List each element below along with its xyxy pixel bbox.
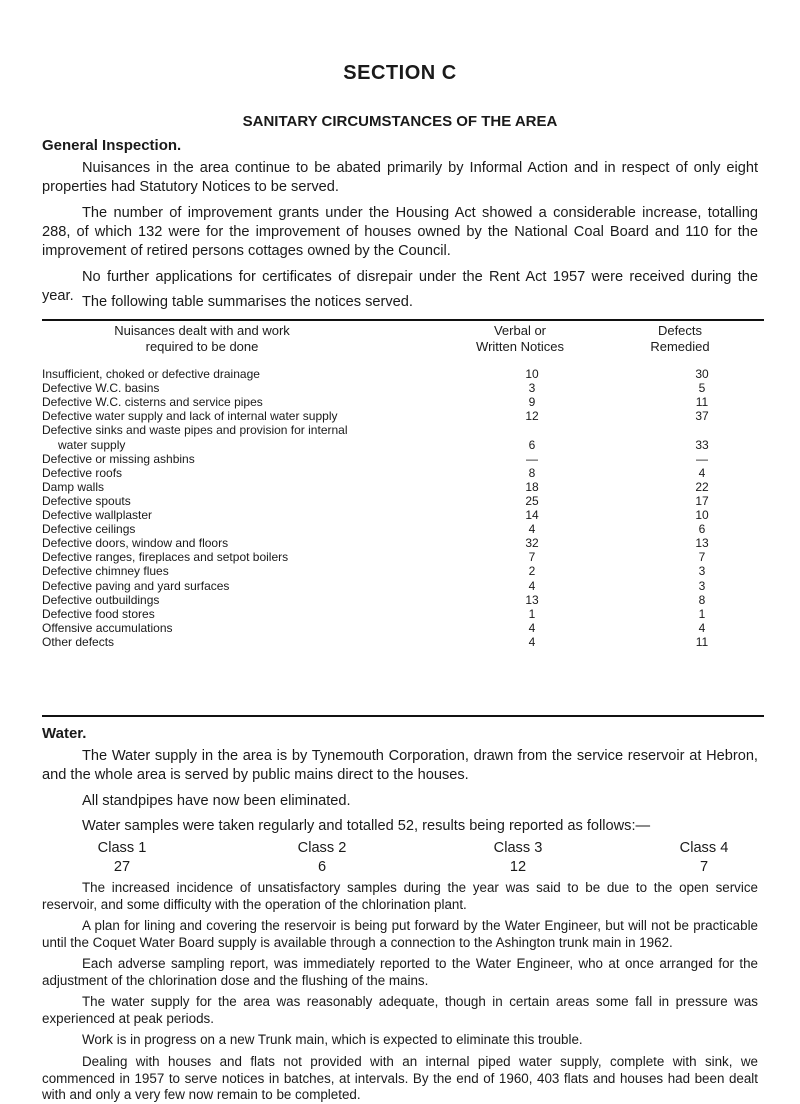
verbal-notices-value: 13: [525, 592, 539, 607]
row-label-cell: [42, 635, 450, 649]
verbal-notices-value: 3: [528, 381, 536, 396]
defects-remedied-value: 7: [698, 550, 706, 565]
table-row: [42, 452, 764, 466]
defects-remedied-value: —: [696, 451, 708, 466]
row-label: Defective chimney flues: [42, 564, 172, 578]
row-label: Defective ceilings: [42, 522, 138, 536]
class-1-label: Class 1: [97, 840, 147, 856]
defects-remedied-value: 4: [698, 620, 706, 635]
verbal-notices-value: 9: [528, 395, 536, 410]
verbal-notices-value: 6: [528, 437, 536, 452]
row-label: Offensive accumulations: [42, 621, 176, 635]
row-label: Other defects: [42, 635, 117, 649]
defects-remedied-value: 1: [698, 606, 706, 621]
header-line: Verbal or: [493, 323, 547, 338]
class-2-value: 6: [317, 859, 327, 875]
row-label-cell: [42, 494, 450, 508]
row-label: Defective water supply and lack of internal water supply: [42, 409, 340, 423]
class-3-label: Class 3: [493, 840, 543, 856]
row-label: Defective W.C. basins: [42, 381, 162, 395]
defects-remedied-value: 11: [695, 634, 709, 649]
water-paragraph-5: A plan for lining and covering the reservoir is being put forward by the Water Engineer, but will not be practicable until the Coquet Water Board supply is available through a connection to the Ashington trunk main in 1962.: [42, 918, 758, 950]
header-line: Defects: [657, 323, 703, 338]
row-label-cell: [42, 452, 450, 466]
table-row: [42, 466, 764, 480]
row-label: water supply: [42, 438, 128, 452]
defects-remedied-value: 3: [698, 564, 706, 579]
verbal-notices-value: 4: [528, 634, 536, 649]
class-4-label: Class 4: [679, 840, 729, 856]
row-label: Defective outbuildings: [42, 593, 162, 607]
water-paragraph-9: Dealing with houses and flats not provided with an internal piped water supply, complete with sink, we commenced in 1957 to serve notices in batches, at intervals. By the end of 1960, 403 flats and houses had been dealt with and only a very few now remain to be completed.: [42, 1054, 758, 1102]
row-label: Defective roofs: [42, 466, 125, 480]
table-row: [42, 367, 764, 381]
header-line: Remedied: [650, 339, 710, 354]
verbal-notices-value: 4: [528, 578, 536, 593]
class-1-value: 27: [113, 859, 131, 875]
row-label: Defective sinks and waste pipes and provision for internal: [42, 423, 351, 437]
row-label: Defective spouts: [42, 494, 134, 508]
table-row: [42, 593, 764, 607]
general-paragraph-3: No further applications for certificates of disrepair under the Rent Act 1957 were received during the year.: [42, 269, 758, 304]
verbal-notices-value: 4: [528, 620, 536, 635]
water-paragraph-8: Work is in progress on a new Trunk main, which is expected to eliminate this trouble.: [82, 1032, 583, 1047]
table-row: [42, 480, 764, 494]
row-label-cell: [42, 607, 450, 621]
header-line: Written Notices: [476, 339, 564, 354]
water-paragraph-6: Each adverse sampling report, was immediately reported to the Water Engineer, who at once arranged for the adjustment of the chlorination dose and the flushing of the mains.: [42, 956, 758, 988]
defects-remedied-value: 3: [698, 578, 706, 593]
row-label: Defective paving and yard surfaces: [42, 579, 232, 593]
verbal-notices-value: 1: [528, 606, 536, 621]
defects-remedied-value: 30: [695, 367, 709, 381]
row-label: Damp walls: [42, 480, 107, 494]
table-top-rule: [42, 319, 764, 321]
row-label-cell: [42, 522, 450, 536]
row-label: Defective food stores: [42, 607, 158, 621]
section-title: SECTION C: [343, 62, 457, 84]
row-label-cell: [42, 579, 450, 593]
verbal-notices-value: 10: [525, 367, 539, 381]
table-row: [42, 423, 764, 437]
defects-remedied-value: 4: [698, 465, 706, 480]
table-row: [42, 621, 764, 635]
defects-remedied-value: 11: [695, 395, 709, 410]
water-heading: Water.: [42, 725, 87, 742]
defects-remedied-value: 33: [695, 437, 709, 452]
table-row: [42, 635, 764, 649]
header-line: required to be done: [145, 339, 259, 354]
table-row: [42, 579, 764, 593]
row-label-cell: [42, 438, 450, 452]
table-row: [42, 564, 764, 578]
row-label-cell: [42, 409, 450, 423]
verbal-notices-value: 12: [525, 409, 539, 424]
table-row: [42, 395, 764, 409]
general-paragraph-2: The number of improvement grants under the Housing Act showed a considerable increase, totalling 288, of which 132 were for the improvement of houses owned by the National Coal Board and 110 for the improvement of retired persons cottages owned by the Council.: [42, 205, 758, 259]
table-row: [42, 607, 764, 621]
row-label: Defective W.C. cisterns and service pipes: [42, 395, 266, 409]
row-label-cell: [42, 550, 450, 564]
table-header-nuisances: [52, 323, 352, 355]
defects-remedied-value: 6: [698, 522, 706, 537]
general-paragraph-1: Nuisances in the area continue to be abated primarily by Informal Action and in respect of only eight properties had Statutory Notices to be served.: [42, 160, 758, 195]
table-bottom-rule: [42, 715, 764, 717]
defects-remedied-value: 37: [695, 409, 709, 424]
water-paragraph-1: The Water supply in the area is by Tynemouth Corporation, drawn from the service reservoir at Hebron, and the whole area is served by public mains direct to the houses.: [42, 748, 758, 783]
class-2-label: Class 2: [297, 840, 347, 856]
table-header-remedied: [610, 323, 750, 355]
defects-remedied-value: 10: [695, 508, 709, 522]
verbal-notices-value: 25: [525, 493, 539, 508]
verbal-notices-value: 8: [528, 465, 536, 480]
water-paragraph-4: The increased incidence of unsatisfactory samples during the year was said to be due to the open service reservoir, and some difficulty with the operation of the chlorination plant.: [42, 880, 758, 912]
table-row: [42, 550, 764, 564]
defects-remedied-value: 8: [698, 592, 706, 607]
verbal-notices-value: 18: [525, 479, 539, 494]
row-label-cell: [42, 621, 450, 635]
defects-remedied-value: 22: [695, 479, 709, 494]
verbal-notices-value: —: [526, 451, 538, 466]
table-row: [42, 381, 764, 395]
verbal-notices-value: 7: [528, 550, 536, 565]
defects-remedied-value: 13: [695, 536, 709, 551]
table-row: [42, 536, 764, 550]
water-paragraph-7: The water supply for the area was reasonably adequate, though in certain areas some fall in pressure was experienced at peak periods.: [42, 994, 758, 1026]
row-label: Defective ranges, fireplaces and setpot boilers: [42, 550, 291, 564]
verbal-notices-value: 14: [525, 508, 539, 522]
row-label-cell: [42, 381, 450, 395]
water-class-results: [42, 840, 758, 880]
header-line: Nuisances dealt with and work: [114, 323, 290, 338]
verbal-notices-value: 32: [525, 536, 539, 551]
general-paragraph-4: The following table summarises the notices served.: [82, 294, 413, 310]
row-label-cell: [42, 423, 450, 437]
row-label-cell: [42, 466, 450, 480]
row-label-cell: [42, 536, 450, 550]
water-paragraph-2: All standpipes have now been eliminated.: [82, 793, 351, 809]
table-row: [42, 438, 764, 452]
row-label: Defective or missing ashbins: [42, 452, 198, 466]
general-inspection-heading: General Inspection.: [42, 137, 182, 154]
verbal-notices-value: 2: [528, 564, 536, 579]
table-row: [42, 409, 764, 423]
section-subtitle: SANITARY CIRCUMSTANCES OF THE AREA: [242, 113, 558, 130]
row-label-cell: [42, 508, 450, 522]
table-row: [42, 508, 764, 522]
verbal-notices-value: 4: [528, 522, 536, 537]
class-3-value: 12: [509, 859, 527, 875]
row-label-cell: [42, 593, 450, 607]
class-4-value: 7: [699, 859, 709, 875]
defects-remedied-value: 5: [698, 381, 706, 396]
row-label: Defective wallplaster: [42, 508, 155, 522]
row-label-cell: [42, 564, 450, 578]
table-row: [42, 494, 764, 508]
row-label-cell: [42, 395, 450, 409]
table-header-verbal: [440, 323, 600, 355]
row-label: Insufficient, choked or defective drainage: [42, 367, 263, 381]
row-label-cell: [42, 480, 450, 494]
row-label: Defective doors, window and floors: [42, 536, 231, 550]
water-paragraph-3: Water samples were taken regularly and totalled 52, results being reported as follows:—: [82, 818, 651, 834]
defects-remedied-value: 17: [695, 493, 709, 508]
row-label-cell: [42, 367, 450, 381]
table-row: [42, 522, 764, 536]
